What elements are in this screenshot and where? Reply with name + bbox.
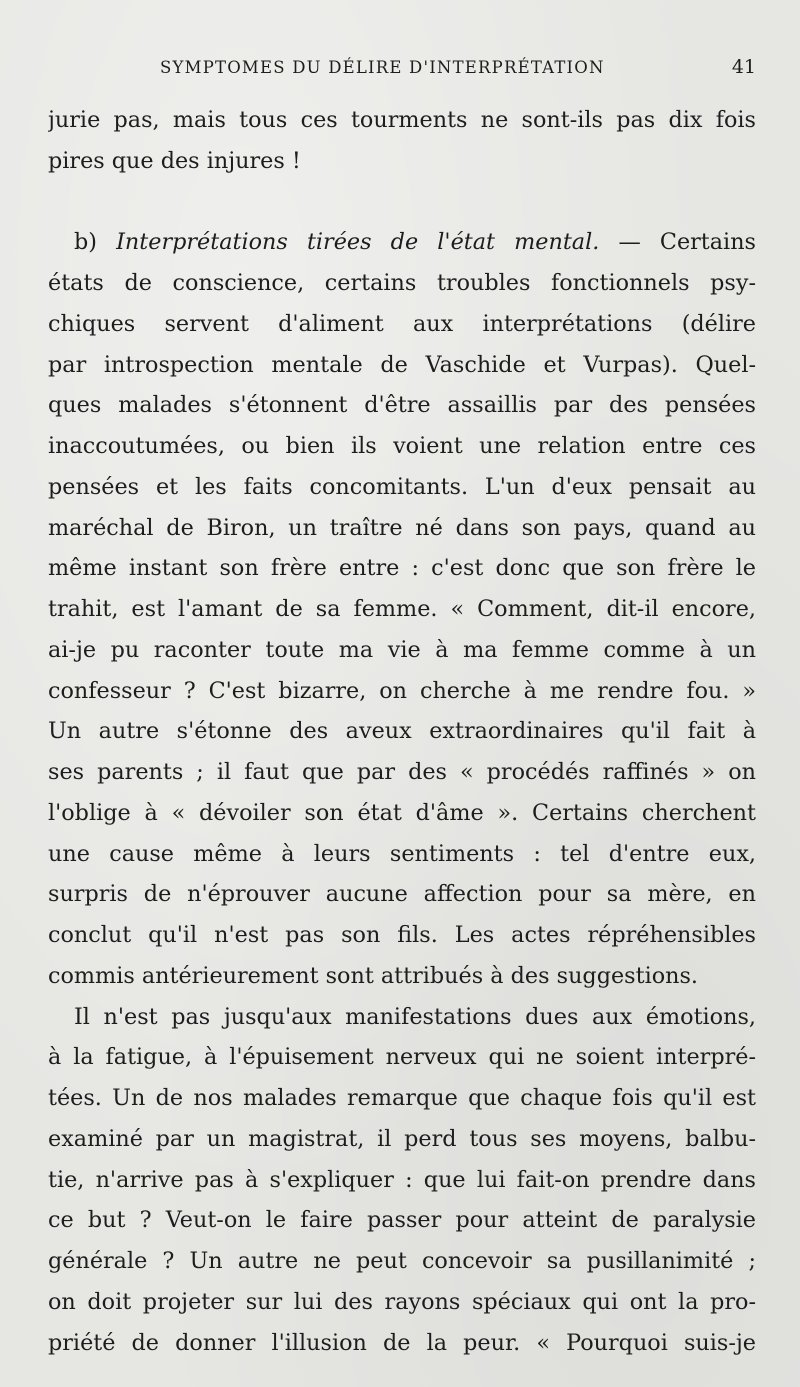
running-head [48,56,758,84]
body-text [48,100,756,1363]
text-line: Un autre s'étonne des aveux extraordinaires qu'il fait à [48,718,756,745]
text-line: ses parents ; il faut que par des « procédés raffinés » on [48,759,756,785]
text-line: même instant son frère entre : c'est donc que son frère le [48,555,756,582]
text-line: ce but ? Veut-on le faire passer pour atteint de paralysie [48,1207,756,1234]
text-line: par introspection mentale de Vaschide et Vurpas). Quel- [48,351,756,378]
text-line: commis antérieurement sont attribués à des suggestions. [48,962,699,989]
text-line: inaccoutumées, ou bien ils voient une relation entre ces [48,433,756,459]
paragraph-first-line: Il n'est pas jusqu'aux manifestations dues aux émotions, [74,1003,756,1030]
text-line: l'oblige à « dévoiler son état d'âme ». Certains cherchent [48,799,756,826]
paragraph-gap [48,182,756,223]
text-line: pires que des injures ! [48,147,301,174]
text-line: tie, n'arrive pas à s'expliquer : que lui fait-on prendre dans [48,1166,756,1193]
text-line: maréchal de Biron, un traître né dans son pays, quand au [48,514,756,541]
text-line: surpris de n'éprouver aucune affection pour sa mère, en [48,881,756,908]
section-label: b) [74,229,117,256]
text-line: priété de donner l'illusion de la peur. « Pourquoi suis-je [48,1329,756,1356]
text-line: jurie pas, mais tous ces tourments ne sont-ils pas dix fois [48,107,756,133]
section-heading-rest: — Certains [599,229,756,256]
section-title: Interprétations tirées de l'état mental. [116,229,600,256]
text-line: tées. Un de nos malades remarque que chaque fois qu'il est [48,1085,756,1111]
text-line: ai-je pu raconter toute ma vie à ma femme comme à un [48,636,756,663]
text-line: conclut qu'il n'est pas son fils. Les actes répréhensibles [48,922,756,948]
text-line: ques malades s'étonnent d'être assaillis par des pensées [48,392,756,419]
running-title: SYMPTOMES DU DÉLIRE D'INTERPRÉTATION [160,58,605,77]
text-line: générale ? Un autre ne peut concevoir sa pusillanimité ; [48,1248,756,1274]
text-line: une cause même à leurs sentiments : tel d'entre eux, [48,840,756,867]
text-line: confesseur ? C'est bizarre, on cherche à me rendre fou. » [48,677,756,704]
text-line: à la fatigue, à l'épuisement nerveux qui ne soient interpré- [48,1044,756,1071]
page-number: 41 [731,56,756,78]
text-line: on doit projeter sur lui des rayons spéciaux qui ont la pro- [48,1288,756,1315]
text-line: chiques servent d'aliment aux interprétations (délire [48,310,756,337]
text-line: états de conscience, certains troubles fonctionnels psy- [48,270,756,296]
text-line: examiné par un magistrat, il perd tous ses moyens, balbu- [48,1125,756,1152]
text-line: trahit, est l'amant de sa femme. « Comment, dit-il encore, [48,596,756,622]
text-line: pensées et les faits concomitants. L'un d'eux pensait au [48,473,756,500]
section-heading-line [48,222,756,263]
